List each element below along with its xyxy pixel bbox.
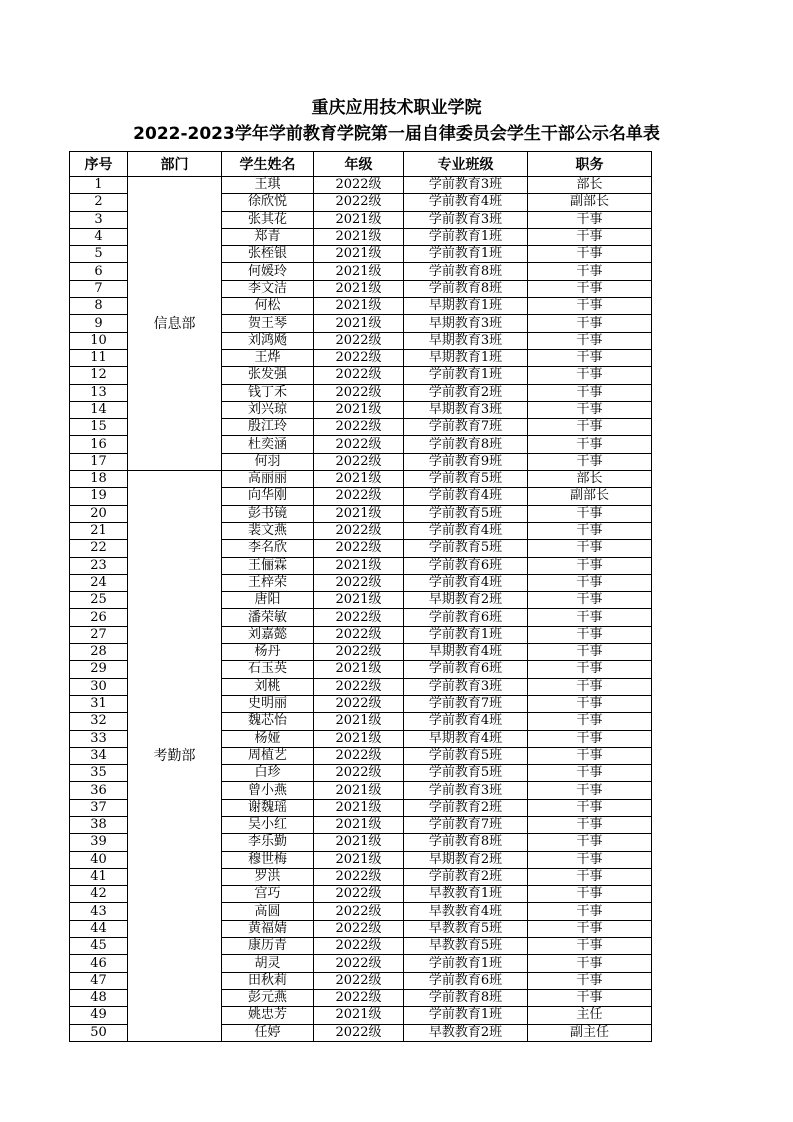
cell-grade: 2021级	[314, 730, 404, 747]
cell-grade: 2022级	[314, 349, 404, 366]
cell-position: 干事	[528, 747, 652, 764]
cell-class: 学前教育5班	[404, 765, 528, 782]
cell-class: 学前教育1班	[404, 246, 528, 263]
cell-name: 任婷	[222, 1024, 314, 1041]
cell-grade: 2021级	[314, 246, 404, 263]
cell-index: 25	[70, 592, 128, 609]
cell-position: 干事	[528, 315, 652, 332]
cell-name: 王俪霖	[222, 557, 314, 574]
cell-class: 学前教育4班	[404, 194, 528, 211]
cell-class: 早期教育3班	[404, 401, 528, 418]
cell-index: 9	[70, 315, 128, 332]
cell-class: 学前教育8班	[404, 834, 528, 851]
cell-name: 贺王琴	[222, 315, 314, 332]
cell-position: 干事	[528, 298, 652, 315]
cell-grade: 2022级	[314, 194, 404, 211]
cell-name: 徐欣悦	[222, 194, 314, 211]
cell-class: 学前教育7班	[404, 695, 528, 712]
cell-name: 张发强	[222, 367, 314, 384]
cell-position: 干事	[528, 522, 652, 539]
cell-index: 8	[70, 298, 128, 315]
cell-index: 47	[70, 972, 128, 989]
cell-position: 干事	[528, 730, 652, 747]
cell-class: 学前教育8班	[404, 280, 528, 297]
cell-class: 早教教育2班	[404, 1024, 528, 1041]
cell-grade: 2021级	[314, 661, 404, 678]
cell-grade: 2021级	[314, 263, 404, 280]
cell-position: 干事	[528, 505, 652, 522]
cell-class: 学前教育5班	[404, 540, 528, 557]
cell-grade: 2021级	[314, 816, 404, 833]
cell-position: 干事	[528, 765, 652, 782]
cell-name: 史明丽	[222, 695, 314, 712]
cell-index: 3	[70, 211, 128, 228]
cell-position: 干事	[528, 644, 652, 661]
cell-index: 1	[70, 177, 128, 194]
page-title-list: 2022-2023学年学前教育学院第一届自律委员会学生干部公示名单表	[133, 124, 660, 144]
cell-class: 学前教育1班	[404, 626, 528, 643]
cell-index: 43	[70, 903, 128, 920]
cell-index: 15	[70, 419, 128, 436]
cell-position: 干事	[528, 938, 652, 955]
cell-name: 李名欣	[222, 540, 314, 557]
cell-class: 学前教育9班	[404, 453, 528, 470]
cell-position: 干事	[528, 453, 652, 470]
cell-position: 干事	[528, 211, 652, 228]
cell-name: 裴文燕	[222, 522, 314, 539]
cell-position: 干事	[528, 332, 652, 349]
cell-index: 11	[70, 349, 128, 366]
cell-grade: 2022级	[314, 436, 404, 453]
cell-position: 干事	[528, 868, 652, 885]
cell-grade: 2022级	[314, 747, 404, 764]
cell-position: 干事	[528, 557, 652, 574]
cell-class: 学前教育7班	[404, 419, 528, 436]
cell-index: 45	[70, 938, 128, 955]
cell-index: 23	[70, 557, 128, 574]
cell-grade: 2022级	[314, 972, 404, 989]
cell-name: 杜奕涵	[222, 436, 314, 453]
cell-name: 姚忠芳	[222, 1007, 314, 1024]
cell-index: 29	[70, 661, 128, 678]
cell-name: 王梓荣	[222, 574, 314, 591]
cell-grade: 2022级	[314, 540, 404, 557]
cell-position: 干事	[528, 263, 652, 280]
table-header-row	[70, 152, 652, 177]
cell-name: 刘嘉懿	[222, 626, 314, 643]
cell-name: 彭元燕	[222, 989, 314, 1006]
cell-grade: 2022级	[314, 384, 404, 401]
cell-name: 刘鸿飏	[222, 332, 314, 349]
cell-grade: 2022级	[314, 938, 404, 955]
cell-grade: 2021级	[314, 228, 404, 245]
cell-index: 37	[70, 799, 128, 816]
cell-department: 考勤部	[128, 471, 222, 1042]
cell-name: 石玉英	[222, 661, 314, 678]
cell-index: 13	[70, 384, 128, 401]
cell-grade: 2021级	[314, 211, 404, 228]
cell-position: 副主任	[528, 1024, 652, 1041]
cell-position: 干事	[528, 419, 652, 436]
cell-class: 学前教育4班	[404, 713, 528, 730]
cell-index: 48	[70, 989, 128, 1006]
cell-name: 王琪	[222, 177, 314, 194]
cell-class: 学前教育1班	[404, 367, 528, 384]
cell-name: 张其花	[222, 211, 314, 228]
cell-class: 学前教育5班	[404, 505, 528, 522]
cell-class: 学前教育2班	[404, 384, 528, 401]
cell-index: 27	[70, 626, 128, 643]
cell-name: 田秋莉	[222, 972, 314, 989]
cell-index: 12	[70, 367, 128, 384]
table-row	[70, 471, 652, 488]
cell-class: 早教教育5班	[404, 920, 528, 937]
cell-position: 副部长	[528, 488, 652, 505]
cell-name: 康历青	[222, 938, 314, 955]
cell-class: 学前教育1班	[404, 228, 528, 245]
cell-index: 32	[70, 713, 128, 730]
cell-position: 干事	[528, 989, 652, 1006]
cell-class: 学前教育6班	[404, 972, 528, 989]
cell-index: 16	[70, 436, 128, 453]
cell-name: 魏芯怡	[222, 713, 314, 730]
cell-index: 36	[70, 782, 128, 799]
column-header-index: 序号	[70, 152, 128, 177]
cell-department: 信息部	[128, 177, 222, 471]
cell-name: 白珍	[222, 765, 314, 782]
cell-name: 何媛玲	[222, 263, 314, 280]
cell-class: 早教教育4班	[404, 903, 528, 920]
cell-index: 19	[70, 488, 128, 505]
cell-class: 学前教育6班	[404, 661, 528, 678]
cell-name: 刘兴琼	[222, 401, 314, 418]
cell-class: 学前教育6班	[404, 609, 528, 626]
cell-index: 41	[70, 868, 128, 885]
cell-index: 7	[70, 280, 128, 297]
cell-position: 干事	[528, 367, 652, 384]
cell-position: 干事	[528, 886, 652, 903]
cell-name: 杨丹	[222, 644, 314, 661]
cell-name: 谢魏瑶	[222, 799, 314, 816]
cell-name: 刘桃	[222, 678, 314, 695]
cell-name: 周植艺	[222, 747, 314, 764]
cell-class: 早期教育3班	[404, 315, 528, 332]
column-header-department: 部门	[128, 152, 222, 177]
cell-position: 干事	[528, 903, 652, 920]
cell-name: 殷江玲	[222, 419, 314, 436]
cell-grade: 2022级	[314, 609, 404, 626]
cell-grade: 2022级	[314, 903, 404, 920]
cell-grade: 2021级	[314, 713, 404, 730]
cell-index: 31	[70, 695, 128, 712]
cell-class: 学前教育2班	[404, 868, 528, 885]
cell-name: 向华刚	[222, 488, 314, 505]
table-row	[70, 177, 652, 194]
cell-grade: 2022级	[314, 626, 404, 643]
cell-index: 5	[70, 246, 128, 263]
cell-position: 部长	[528, 471, 652, 488]
cell-name: 彭书镜	[222, 505, 314, 522]
cell-grade: 2022级	[314, 367, 404, 384]
cell-position: 干事	[528, 661, 652, 678]
cell-index: 20	[70, 505, 128, 522]
cell-grade: 2021级	[314, 298, 404, 315]
cell-name: 胡灵	[222, 955, 314, 972]
cell-class: 学前教育3班	[404, 678, 528, 695]
cell-class: 早期教育2班	[404, 592, 528, 609]
cell-position: 干事	[528, 280, 652, 297]
cell-position: 干事	[528, 955, 652, 972]
cell-name: 高丽丽	[222, 471, 314, 488]
cell-index: 30	[70, 678, 128, 695]
cell-name: 李乐勤	[222, 834, 314, 851]
cell-class: 学前教育3班	[404, 211, 528, 228]
cadre-list-table	[69, 151, 652, 1042]
cell-class: 早教教育5班	[404, 938, 528, 955]
cell-index: 40	[70, 851, 128, 868]
cell-index: 14	[70, 401, 128, 418]
cell-class: 学前教育3班	[404, 782, 528, 799]
cell-grade: 2022级	[314, 488, 404, 505]
column-header-class: 专业班级	[404, 152, 528, 177]
cell-grade: 2022级	[314, 920, 404, 937]
cell-position: 干事	[528, 384, 652, 401]
cell-index: 42	[70, 886, 128, 903]
cell-class: 早期教育3班	[404, 332, 528, 349]
cell-class: 学前教育8班	[404, 436, 528, 453]
cell-index: 2	[70, 194, 128, 211]
page-title-school: 重庆应用技术职业学院	[311, 98, 482, 118]
cell-grade: 2021级	[314, 471, 404, 488]
cell-position: 干事	[528, 401, 652, 418]
cell-name: 何羽	[222, 453, 314, 470]
cell-index: 44	[70, 920, 128, 937]
cell-name: 罗洪	[222, 868, 314, 885]
cell-index: 21	[70, 522, 128, 539]
cell-index: 26	[70, 609, 128, 626]
cell-grade: 2022级	[314, 177, 404, 194]
cell-name: 王烨	[222, 349, 314, 366]
cell-position: 干事	[528, 851, 652, 868]
cell-index: 17	[70, 453, 128, 470]
cell-position: 干事	[528, 609, 652, 626]
cell-class: 学前教育1班	[404, 955, 528, 972]
cell-index: 10	[70, 332, 128, 349]
cell-index: 22	[70, 540, 128, 557]
cell-grade: 2022级	[314, 644, 404, 661]
cell-index: 33	[70, 730, 128, 747]
cell-name: 杨娅	[222, 730, 314, 747]
cell-class: 学前教育5班	[404, 471, 528, 488]
cell-grade: 2022级	[314, 332, 404, 349]
cell-position: 干事	[528, 228, 652, 245]
column-header-position: 职务	[528, 152, 652, 177]
cell-position: 干事	[528, 920, 652, 937]
cell-name: 吴小红	[222, 816, 314, 833]
cell-name: 穆世梅	[222, 851, 314, 868]
cell-name: 李文洁	[222, 280, 314, 297]
cell-class: 学前教育4班	[404, 488, 528, 505]
cell-grade: 2022级	[314, 574, 404, 591]
cell-name: 黄福婧	[222, 920, 314, 937]
cell-position: 主任	[528, 1007, 652, 1024]
cell-grade: 2021级	[314, 505, 404, 522]
cell-name: 郑青	[222, 228, 314, 245]
cell-index: 18	[70, 471, 128, 488]
cell-name: 潘荣敏	[222, 609, 314, 626]
cell-position: 干事	[528, 834, 652, 851]
cell-grade: 2022级	[314, 419, 404, 436]
cell-grade: 2021级	[314, 315, 404, 332]
table-body	[70, 177, 652, 1042]
cell-grade: 2022级	[314, 1024, 404, 1041]
cell-index: 39	[70, 834, 128, 851]
cell-index: 46	[70, 955, 128, 972]
cell-position: 干事	[528, 678, 652, 695]
cell-position: 干事	[528, 246, 652, 263]
cell-class: 学前教育2班	[404, 799, 528, 816]
cell-index: 6	[70, 263, 128, 280]
cell-name: 高圆	[222, 903, 314, 920]
cell-grade: 2021级	[314, 401, 404, 418]
cell-class: 早教教育1班	[404, 886, 528, 903]
cell-grade: 2021级	[314, 834, 404, 851]
cell-index: 35	[70, 765, 128, 782]
cell-class: 学前教育6班	[404, 557, 528, 574]
cell-position: 干事	[528, 592, 652, 609]
cell-index: 4	[70, 228, 128, 245]
cell-name: 唐阳	[222, 592, 314, 609]
cell-grade: 2021级	[314, 799, 404, 816]
cell-position: 干事	[528, 782, 652, 799]
cell-class: 早期教育1班	[404, 298, 528, 315]
cell-name: 宫巧	[222, 886, 314, 903]
cell-class: 学前教育3班	[404, 177, 528, 194]
cell-position: 干事	[528, 799, 652, 816]
cell-index: 24	[70, 574, 128, 591]
cell-position: 干事	[528, 816, 652, 833]
cell-grade: 2021级	[314, 592, 404, 609]
cell-name: 钱丁禾	[222, 384, 314, 401]
cell-position: 副部长	[528, 194, 652, 211]
cell-class: 学前教育5班	[404, 747, 528, 764]
cell-index: 28	[70, 644, 128, 661]
cell-grade: 2022级	[314, 886, 404, 903]
cell-position: 干事	[528, 436, 652, 453]
cell-class: 早期教育4班	[404, 730, 528, 747]
cell-class: 早期教育4班	[404, 644, 528, 661]
cell-grade: 2022级	[314, 765, 404, 782]
cell-grade: 2021级	[314, 851, 404, 868]
cell-class: 学前教育8班	[404, 263, 528, 280]
column-header-name: 学生姓名	[222, 152, 314, 177]
cell-index: 38	[70, 816, 128, 833]
cell-class: 学前教育4班	[404, 522, 528, 539]
cell-class: 学前教育4班	[404, 574, 528, 591]
cell-grade: 2022级	[314, 522, 404, 539]
cell-class: 早期教育1班	[404, 349, 528, 366]
cell-grade: 2022级	[314, 695, 404, 712]
cell-position: 干事	[528, 626, 652, 643]
cell-position: 干事	[528, 540, 652, 557]
cell-grade: 2022级	[314, 989, 404, 1006]
cell-grade: 2022级	[314, 453, 404, 470]
cell-position: 干事	[528, 349, 652, 366]
cell-name: 曾小燕	[222, 782, 314, 799]
cell-grade: 2022级	[314, 868, 404, 885]
cell-name: 张桎银	[222, 246, 314, 263]
cell-grade: 2022级	[314, 678, 404, 695]
cell-position: 干事	[528, 695, 652, 712]
cell-name: 何松	[222, 298, 314, 315]
column-header-grade: 年级	[314, 152, 404, 177]
cell-position: 部长	[528, 177, 652, 194]
cell-position: 干事	[528, 574, 652, 591]
cell-position: 干事	[528, 713, 652, 730]
cell-class: 学前教育8班	[404, 989, 528, 1006]
cell-grade: 2021级	[314, 782, 404, 799]
cell-grade: 2021级	[314, 1007, 404, 1024]
cell-index: 49	[70, 1007, 128, 1024]
cell-position: 干事	[528, 972, 652, 989]
cell-grade: 2022级	[314, 955, 404, 972]
cell-grade: 2021级	[314, 557, 404, 574]
cell-index: 34	[70, 747, 128, 764]
cell-grade: 2021级	[314, 280, 404, 297]
cell-class: 学前教育7班	[404, 816, 528, 833]
cell-class: 早期教育2班	[404, 851, 528, 868]
cell-index: 50	[70, 1024, 128, 1041]
cell-class: 学前教育1班	[404, 1007, 528, 1024]
